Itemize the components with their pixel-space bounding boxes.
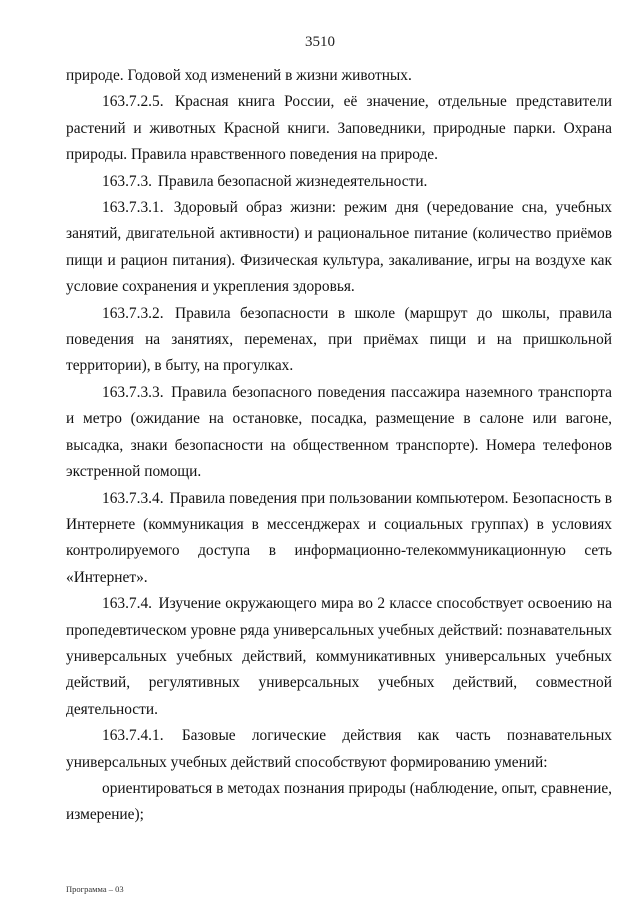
paragraph <box>66 301 612 380</box>
paragraph <box>66 169 612 195</box>
paragraph-text: Базовые логические действия как часть познавательных универсальных учебных действий способствуют формированию умений: <box>66 727 612 771</box>
paragraph <box>66 486 612 592</box>
paragraph-text: Правила безопасного поведения пассажира наземного транспорта и метро (ожидание на остановке, посадка, размещение в салоне или вагоне, высадка, знаки безопасности на общественном транспорте). Номера телефонов экстренной помощи. <box>66 383 612 481</box>
paragraph <box>66 63 612 89</box>
section-number: 163.7.3.2. <box>102 304 164 322</box>
document-body <box>66 63 612 829</box>
paragraph-text: Изучение окружающего мира во 2 классе способствует освоению на пропедевтическом уровне ряда универсальных учебных действий: познавательных универсальных учебных действий, коммуникативных универсальных учебных действий, регулятивных универсальных учебных действий, совместной деятельности. <box>66 595 612 718</box>
paragraph <box>66 591 612 723</box>
paragraph <box>66 776 612 829</box>
paragraph-text: Правила поведения при пользовании компьютером. Безопасность в Интернете (коммуникация в мессенджерах и социальных группах) в условиях контролируемого доступа в информационно-телекоммуникационную сеть «Интернет». <box>66 489 612 586</box>
section-number: 163.7.4.1. <box>102 727 164 745</box>
paragraph <box>66 89 612 168</box>
section-number: 163.7.4. <box>102 595 153 613</box>
paragraph-text: Красная книга России, её значение, отдельные представители растений и животных Красной книги. Заповедники, природные парки. Охрана природы. Правила нравственного поведения на природе. <box>66 93 612 164</box>
footer-label: Программа – 03 <box>66 884 124 894</box>
paragraph-text: природе. Годовой ход изменений в жизни животных. <box>66 67 412 84</box>
section-number: 163.7.3.4. <box>102 489 164 507</box>
paragraph-text: Правила безопасности в школе (маршрут до школы, правила поведения на занятиях, переменах, при приёмах пищи и на пришкольной территории), в быту, на прогулках. <box>66 304 612 375</box>
page-number: 3510 <box>305 34 335 50</box>
paragraph <box>66 195 612 301</box>
paragraph-text: Правила безопасной жизнедеятельности. <box>157 172 428 190</box>
paragraph <box>66 723 612 776</box>
paragraph <box>66 380 612 486</box>
paragraph-text: Здоровый образ жизни: режим дня (чередование сна, учебных занятий, двигательной активности) и рациональное питание (количество приёмов пищи и рацион питания). Физическая культура, закаливание, игры на воздухе как условие сохранения и укрепления здоровья. <box>66 199 612 296</box>
section-number: 163.7.3. <box>102 172 153 190</box>
section-number: 163.7.3.3. <box>102 383 164 401</box>
section-number: 163.7.3.1. <box>102 199 164 217</box>
section-number: 163.7.2.5. <box>102 93 164 111</box>
paragraph-text: ориентироваться в методах познания природы (наблюдение, опыт, сравнение, измерение); <box>66 779 612 824</box>
